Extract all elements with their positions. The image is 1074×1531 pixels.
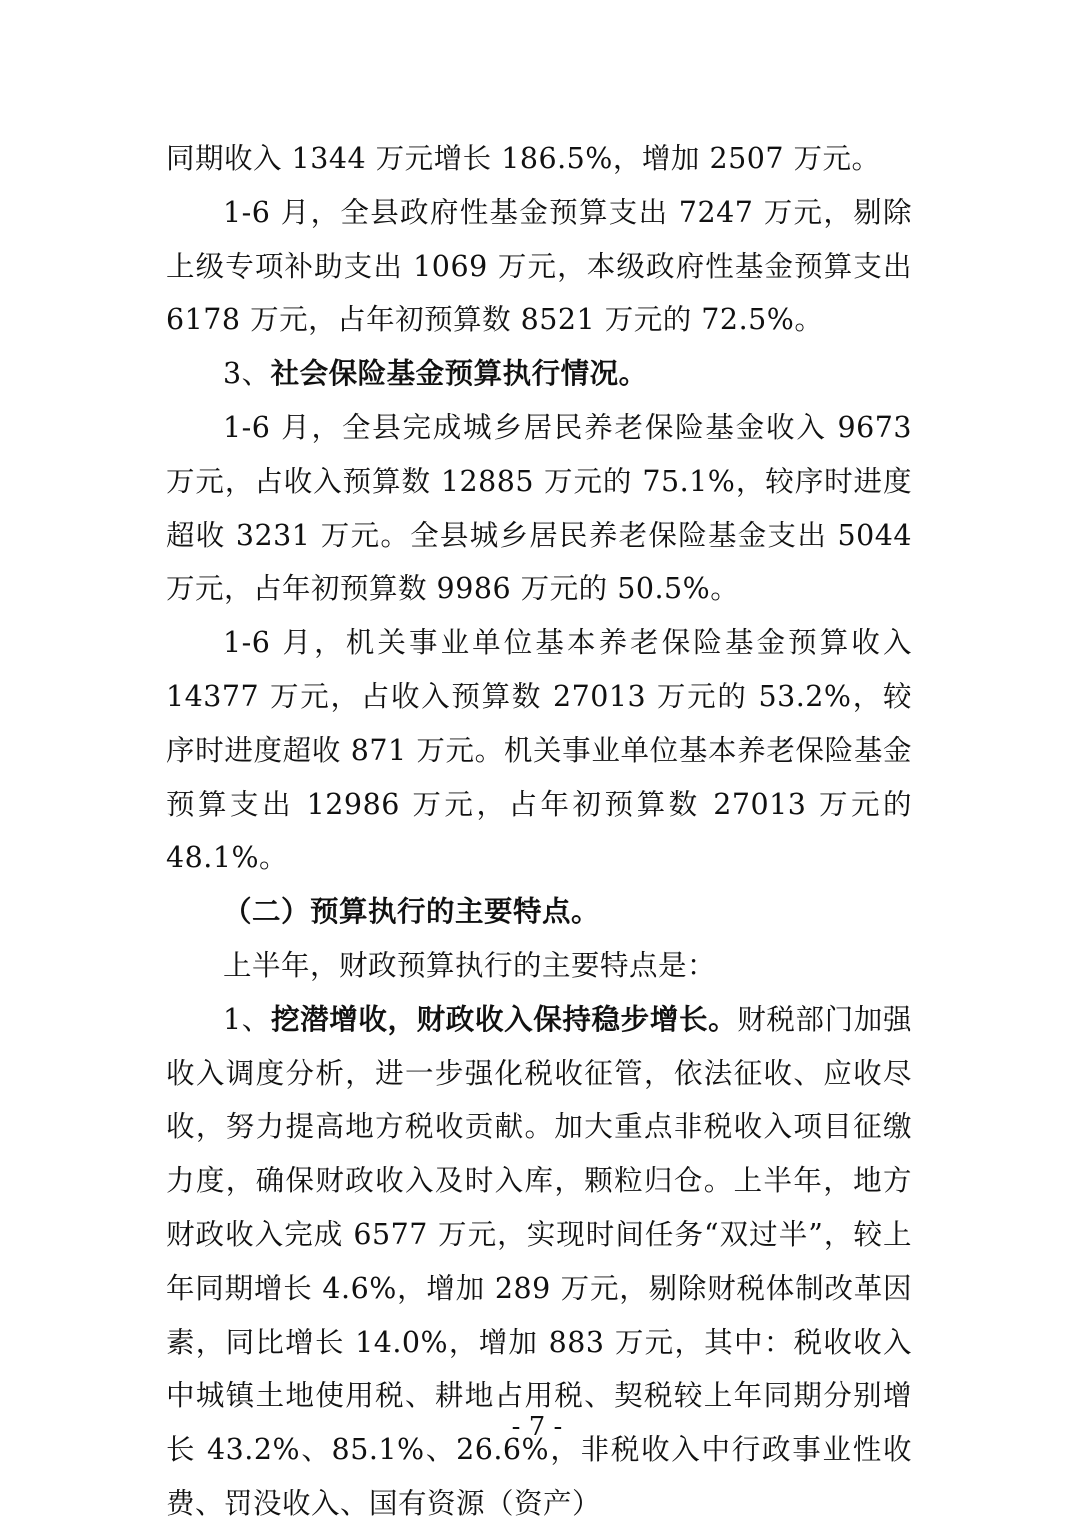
section-heading-text: 社会保险基金预算执行情况。 [270,356,648,391]
paragraph-features-intro: 上半年，财政预算执行的主要特点是： [223,948,717,982]
section-heading-social-insurance [166,347,912,401]
page-number: - 7 - [511,1412,563,1442]
paragraph-continuation: 同期收入 1344 万元增长 186.5%，增加 2507 万元。 [166,142,881,175]
item-body: 财税部门加强收入调度分析，进一步强化税收征管，依法征收、应收尽收，努力提高地方税收贡献。加大重点非税收入项目征缴力度，确保财政收入及时入库，颗粒归仓。上半年，地方财政收入完成 6577 万元，实现时间任务“双过半”，较上年同期增长 4.6%，增加 289 万元，剔除财税体制改革因素，同比增长 14.0%，增加 883 万元，其中：税收收入中城镇土地使用税、耕地占用税、契税较上年同期分别增长 43.2%、85.1%、26.6%，非税收入中行政事业性收费、罚没收入、国有资源（资产） [166,1002,912,1520]
paragraph-revenue-growth [166,993,912,1531]
item-heading: 挖潜增收，财政收入保持稳步增长。 [270,1001,738,1036]
paragraph-institution-pension: 1-6 月，机关事业单位基本养老保险基金预算收入 14377 万元，占收入预算数 27013 万元的 53.2%，较序时进度超收 871 万元。机关事业单位基本养老保险基金预算支出 12986 万元，占年初预算数 27013 万元的 48.1%。 [166,626,912,875]
paragraph-resident-pension: 1-6 月，全县完成城乡居民养老保险基金收入 9673 万元，占收入预算数 12885 万元的 75.1%，较序时进度超收 3231 万元。全县城乡居民养老保险基金支出 5044 万元，占年初预算数 9986 万元的 50.5%。 [166,410,912,606]
section-heading-main-features: （二）预算执行的主要特点。 [223,894,601,929]
body-text [166,132,912,1531]
paragraph-fund-expenditure: 1-6 月，全县政府性基金预算支出 7247 万元，剔除上级专项补助支出 1069 万元，本级政府性基金预算支出 6178 万元，占年初预算数 8521 万元的 72.5%。 [166,195,912,337]
item-number: 1、 [223,1002,271,1036]
section-number: 3、 [223,357,271,391]
